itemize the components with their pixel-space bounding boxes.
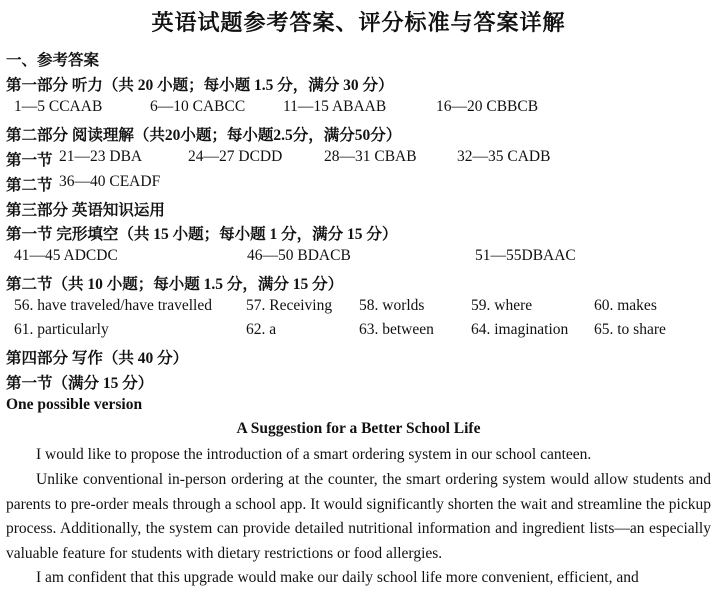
fill-answer: 56. have traveled/have travelled (14, 297, 212, 314)
essay-paragraph: Unlike conventional in-person ordering at the counter, the smart ordering system would allow students and parents to pre-order meals through a school app. It would significantly shorten the wait and streamline the pickup process. Additionally, the system can provide detailed nutritional information and ingredient lists—an especially valuable feature for students with dietary restrictions or food allergies. (6, 471, 711, 562)
answer-group: 1—5 CCAAB (14, 98, 103, 115)
fill-answer: 62. a (246, 321, 277, 338)
part3-heading: 第三部分 英语知识运用 (6, 202, 165, 219)
fill-answer: 63. between (359, 321, 434, 338)
answer-group: 6—10 CABCC (150, 98, 246, 115)
essay-paragraph: I would like to propose the introduction of a smart ordering system in our school canteen. (36, 446, 592, 463)
document-title: 英语试题参考答案、评分标准与答案详解 (151, 10, 566, 35)
version-label: One possible version (6, 396, 143, 413)
part4-jie1-heading: 第一节（满分 15 分） (6, 375, 154, 392)
answer-group: 21—23 DBA (59, 148, 143, 165)
fill-answer: 61. particularly (14, 321, 109, 338)
part1-heading: 第一部分 听力（共 20 小题；每小题 1.5 分，满分 30 分） (6, 77, 394, 94)
essay-title: A Suggestion for a Better School Life (236, 420, 481, 437)
section-heading-answers: 一、参考答案 (6, 52, 100, 69)
part4-heading: 第四部分 写作（共 40 分） (6, 350, 189, 367)
answer-group: 51—55DBAAC (475, 247, 576, 264)
answer-group: 41—45 ADCDC (14, 247, 118, 264)
jie2-label: 第二节 (6, 177, 53, 194)
fill-answer: 57. Receiving (246, 297, 333, 314)
jie1-label: 第一节 (6, 152, 53, 169)
part3-jie2-heading: 第二节（共 10 小题；每小题 1.5 分，满分 15 分） (6, 276, 344, 293)
answer-group: 46—50 BDACB (247, 247, 351, 264)
fill-answer: 60. makes (594, 297, 657, 314)
fill-answer: 65. to share (594, 321, 666, 338)
part2-heading: 第二部分 阅读理解（共20小题；每小题2.5分，满分50分） (6, 127, 402, 144)
answer-group: 32—35 CADB (457, 148, 551, 165)
essay-paragraph: I am confident that this upgrade would make our daily school life more convenient, efficient, and (36, 569, 639, 586)
answer-group: 28—31 CBAB (324, 148, 417, 165)
answer-group: 36—40 CEADF (59, 173, 161, 190)
answer-group: 24—27 DCDD (188, 148, 283, 165)
answer-group: 11—15 ABAAB (283, 98, 387, 115)
fill-answer: 58. worlds (359, 297, 425, 314)
fill-answer: 59. where (471, 297, 533, 314)
fill-answer: 64. imagination (471, 321, 569, 338)
answer-group: 16—20 CBBCB (436, 98, 539, 115)
part3-jie1-heading: 第一节 完形填空（共 15 小题；每小题 1 分，满分 15 分） (6, 226, 398, 243)
